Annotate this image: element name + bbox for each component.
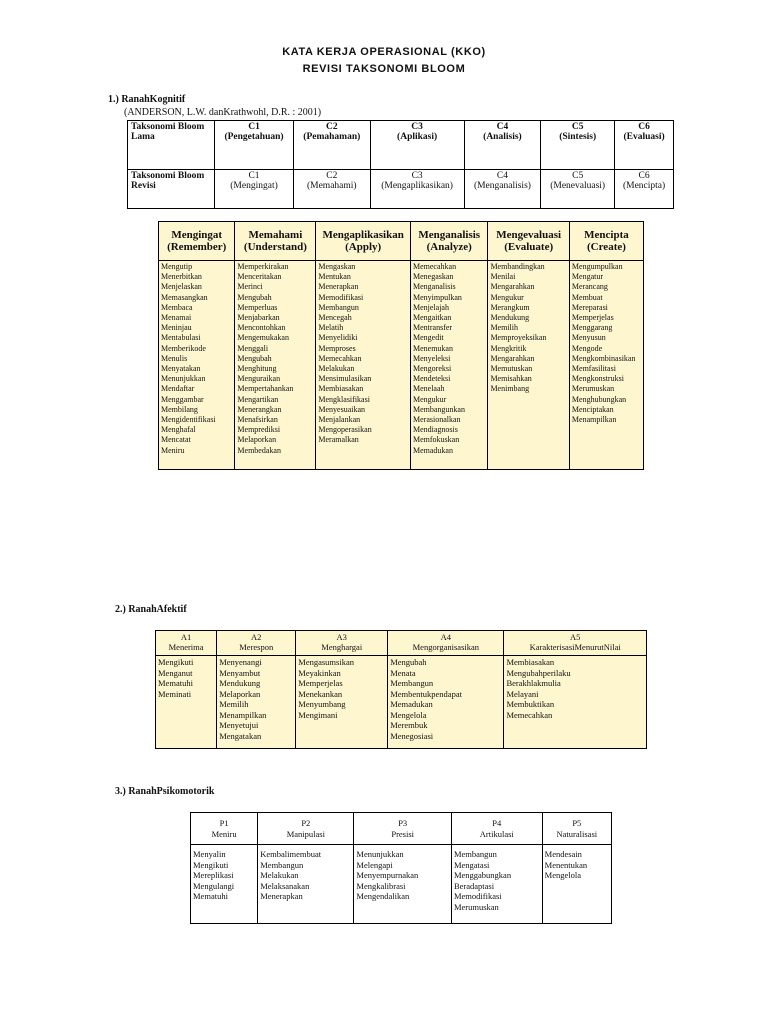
psychomotor-header-3: P3 Presisi: [354, 813, 452, 845]
list-item: Mengukur: [490, 292, 524, 302]
list-item: Menafsirkan: [237, 415, 278, 425]
list-item: Mengubah: [390, 657, 427, 667]
list-item: Menguraikan: [237, 374, 281, 384]
list-item: Membangun: [390, 678, 434, 688]
list-item: Memodifikasi: [453, 891, 502, 901]
list-item: Membaca: [161, 302, 193, 312]
cognitive-header-3: Mengaplikasikan (Apply): [316, 222, 411, 261]
list-item: Membiasakan: [506, 657, 555, 667]
list-item: Mengelola: [390, 709, 427, 720]
affective-column-2: [217, 656, 296, 749]
list-item: Memberikode: [161, 343, 206, 353]
psychomotor-column-4: [451, 845, 542, 924]
old-c2: C2 (Pemahaman): [294, 121, 371, 170]
list-item: Menerapkan: [318, 282, 359, 292]
list-item: Mengulangi: [193, 880, 235, 891]
list-item: Mematuhi: [158, 678, 193, 688]
new-c5: C5 (Menevaluasi): [541, 170, 615, 209]
list-item: Menerapkan: [260, 891, 303, 901]
list-item: Merancang: [571, 282, 608, 292]
list-item: Menegaskan: [412, 272, 454, 282]
cognitive-body-row: [159, 261, 644, 470]
new-c1: C1 (Mengingat): [215, 170, 294, 209]
new-taxonomy-row: [128, 170, 674, 209]
list-item: Kembalimembuat: [260, 849, 322, 859]
list-item: Menciptakan: [571, 404, 614, 414]
psychomotor-body-row: [191, 845, 612, 924]
list-item: Mereplikasi: [193, 870, 234, 880]
affective-header-1: A1 Menerima: [156, 631, 217, 656]
bloom-comparison-table: [127, 120, 674, 209]
list-item: Mempertahankan: [237, 384, 294, 394]
list-item: Memilih: [219, 699, 249, 709]
list-item: Menghubungkan: [571, 394, 627, 404]
list-item: Menampilkan: [571, 415, 617, 425]
list-item: Menyesuaikan: [318, 404, 366, 414]
list-item: Berakhlakmulia: [506, 678, 561, 688]
list-item: Menyumbang: [298, 699, 346, 709]
list-item: Memproses: [318, 343, 356, 353]
list-item: Mengarahkan: [490, 353, 535, 363]
list-item: Menimbang: [490, 384, 530, 394]
cognitive-column-1: [159, 261, 235, 470]
cognitive-header-4: Menganalisis (Analyze): [410, 222, 487, 261]
list-item: Memecahkan: [318, 353, 362, 363]
cognitive-header-5: Mengevaluasi (Evaluate): [488, 222, 569, 261]
list-item: Menilai: [490, 272, 516, 282]
list-item: Mengikuti: [193, 859, 229, 870]
list-item: Mendukung: [219, 678, 261, 688]
list-item: Melakukan: [260, 870, 299, 880]
list-item: Menjelaskan: [161, 282, 202, 292]
list-item: Menyusun: [571, 333, 606, 343]
list-item: Menunjukkan: [161, 374, 206, 384]
list-item: Menjabarkan: [237, 313, 280, 323]
psychomotor-header-1: P1 Meniru: [191, 813, 258, 845]
section1-heading: 1.) RanahKognitif: [108, 94, 186, 105]
list-item: Mengubah: [237, 292, 272, 302]
cognitive-header-6: Mencipta (Create): [569, 222, 643, 261]
section1-source: (ANDERSON, L.W. danKrathwohl, D.R. : 2001): [124, 107, 322, 118]
list-item: Merasionalkan: [412, 415, 461, 425]
list-item: Mentukan: [318, 272, 351, 282]
list-item: Merinci: [237, 282, 263, 292]
list-item: Memasangkan: [161, 292, 208, 302]
list-item: Memodifikasi: [318, 292, 364, 302]
list-item: Mengikuti: [158, 657, 194, 667]
list-item: Mendesain: [544, 849, 582, 859]
section2-heading: 2.) RanahAfektif: [115, 604, 187, 615]
old-c4: C4 (Analisis): [464, 121, 541, 170]
list-item: Mengarahkan: [490, 282, 535, 292]
list-item: Memperluas: [237, 302, 278, 312]
list-item: Menyeleksi: [412, 353, 451, 363]
section3-heading: 3.) RanahPsikomotorik: [115, 786, 215, 797]
list-item: Memproyeksikan: [490, 333, 547, 343]
old-taxonomy-row: [128, 121, 674, 170]
list-item: Meniru: [161, 445, 185, 455]
list-item: Menegosiasi: [390, 730, 434, 741]
psychomotor-column-1: [191, 845, 258, 924]
list-item: Menamai: [161, 313, 192, 323]
list-item: Mengaitkan: [412, 313, 452, 323]
list-item: Menata: [390, 667, 416, 678]
affective-kko-table: [155, 630, 647, 749]
old-c1: C1 (Pengetahuan): [215, 121, 294, 170]
affective-column-5: [504, 656, 647, 749]
list-item: Melaksanakan: [260, 880, 310, 891]
list-item: Menyenangi: [219, 657, 262, 667]
list-item: Membentukpendapat: [390, 688, 462, 699]
list-item: Menghafal: [161, 425, 196, 435]
list-item: Mengubahperilaku: [506, 667, 571, 678]
list-item: Mengendalikan: [356, 891, 410, 901]
list-item: Menyimpulkan: [412, 292, 462, 302]
list-item: Membilang: [161, 404, 198, 414]
list-item: Memisahkan: [490, 374, 532, 384]
list-item: Memadukan: [412, 445, 453, 455]
list-item: Menyatakan: [161, 364, 201, 374]
new-taxonomy-label: Taksonomi Bloom Revisi: [128, 170, 215, 209]
list-item: Menggabungkan: [453, 870, 512, 880]
list-item: Menganalisis: [412, 282, 456, 292]
new-c4: C4 (Menganalisis): [464, 170, 541, 209]
list-item: Mengatasi: [453, 859, 490, 870]
list-item: Meninjau: [161, 323, 192, 333]
cognitive-header-2: Memahami (Understand): [235, 222, 316, 261]
list-item: Mengutip: [161, 262, 193, 271]
list-item: Menekankan: [298, 688, 343, 699]
psychomotor-header-2: P2 Manipulasi: [258, 813, 354, 845]
list-item: Menggali: [237, 343, 269, 353]
list-item: Menampilkan: [219, 709, 267, 720]
list-item: Meramalkan: [318, 435, 359, 445]
list-item: Mendukung: [490, 313, 530, 323]
list-item: Mengimani: [298, 709, 338, 720]
new-c2: C2 (Memahami): [294, 170, 371, 209]
list-item: Menyempurnakan: [356, 870, 419, 880]
old-c5: C5 (Sintesis): [541, 121, 615, 170]
list-item: Mengode: [571, 343, 603, 353]
old-taxonomy-label: Taksonomi Bloom Lama: [128, 121, 215, 170]
psychomotor-header-row: [191, 813, 612, 845]
psychomotor-header-4: P4 Artikulasi: [451, 813, 542, 845]
list-item: Mengartikan: [237, 394, 279, 404]
list-item: Melakukan: [318, 364, 355, 374]
list-item: Menceritakan: [237, 272, 282, 282]
list-item: Mengaskan: [318, 262, 356, 271]
list-item: Menyetujui: [219, 720, 259, 730]
list-item: Menghitung: [237, 364, 277, 374]
list-item: Meyakinkan: [298, 667, 341, 678]
list-item: Membiasakan: [318, 384, 364, 394]
list-item: Melaporkan: [219, 688, 261, 699]
list-item: Menyalin: [193, 849, 226, 859]
affective-column-1: [156, 656, 217, 749]
list-item: Membangun: [318, 302, 359, 312]
list-item: Memutuskan: [490, 364, 533, 374]
list-item: Membuktikan: [506, 699, 555, 709]
cognitive-kko-table: [158, 221, 644, 470]
cognitive-column-2: [235, 261, 316, 470]
list-item: Menentukan: [544, 859, 588, 870]
psychomotor-column-2: [258, 845, 354, 924]
cognitive-column-4: [410, 261, 487, 470]
list-item: Melengapi: [356, 859, 393, 870]
list-item: Menganut: [158, 667, 193, 678]
list-item: Mentransfer: [412, 323, 453, 333]
list-item: Melatih: [318, 323, 344, 333]
list-item: Memadukan: [390, 699, 433, 709]
list-item: Mengklasifikasi: [318, 394, 370, 404]
list-item: Menyelidiki: [318, 333, 358, 343]
list-item: Mengoperasikan: [318, 425, 372, 435]
list-item: Mensimulasikan: [318, 374, 372, 384]
list-item: Mentabulasi: [161, 333, 201, 343]
list-item: Mengasumsikan: [298, 657, 354, 667]
affective-column-4: [388, 656, 504, 749]
list-item: Menerbitkan: [161, 272, 202, 282]
list-item: Membedakan: [237, 445, 281, 455]
list-item: Mengkonstruksi: [571, 374, 624, 384]
list-item: Melaporkan: [237, 435, 277, 445]
list-item: Membuat: [571, 292, 603, 302]
affective-header-4: A4 Mengorganisasikan: [388, 631, 504, 656]
list-item: Menyambut: [219, 667, 261, 678]
old-c3: C3 (Aplikasi): [370, 121, 464, 170]
affective-header-2: A2 Merespon: [217, 631, 296, 656]
list-item: Menjelajah: [412, 302, 449, 312]
list-item: Mengemukakan: [237, 333, 289, 343]
list-item: Menelaah: [412, 384, 445, 394]
psychomotor-kko-table: [190, 812, 612, 924]
psychomotor-column-3: [354, 845, 452, 924]
list-item: Mengatur: [571, 272, 604, 282]
list-item: Menerangkan: [237, 404, 282, 414]
old-c6: C6 (Evaluasi): [615, 121, 674, 170]
list-item: Memprediksi: [237, 425, 281, 435]
list-item: Merangkum: [490, 302, 530, 312]
list-item: Menemukan: [412, 343, 453, 353]
list-item: Mencontohkan: [237, 323, 286, 333]
list-item: Mencatat: [161, 435, 191, 445]
list-item: Membandingkan: [490, 262, 545, 271]
document-subtitle: REVISI TAKSONOMI BLOOM: [302, 63, 466, 75]
cognitive-column-6: [569, 261, 643, 470]
cognitive-header-row: [159, 222, 644, 261]
list-item: Memfokuskan: [412, 435, 460, 445]
list-item: Mengumpulkan: [571, 262, 623, 271]
list-item: Mengedit: [412, 333, 444, 343]
list-item: Membangun: [453, 849, 497, 859]
list-item: Mengubah: [237, 353, 272, 363]
list-item: Mengkalibrasi: [356, 880, 406, 891]
list-item: Melayani: [506, 688, 539, 699]
list-item: Mengidentifikasi: [161, 415, 216, 425]
new-c3: C3 (Mengaplikasikan): [370, 170, 464, 209]
cognitive-column-5: [488, 261, 569, 470]
list-item: Mengukur: [412, 394, 447, 404]
list-item: Memperjelas: [298, 678, 343, 688]
list-item: Membangun: [260, 859, 304, 870]
psychomotor-column-5: [542, 845, 611, 924]
list-item: Memfasilitasi: [571, 364, 616, 374]
list-item: Mengkombinasikan: [571, 353, 636, 363]
list-item: Merumuskan: [453, 901, 499, 912]
affective-header-row: [156, 631, 647, 656]
list-item: Menggambar: [161, 394, 204, 404]
list-item: Menjalankan: [318, 415, 361, 425]
list-item: Mereparasi: [571, 302, 608, 312]
list-item: Mengatakan: [219, 730, 262, 741]
list-item: Membangunkan: [412, 404, 465, 414]
affective-header-5: A5 KarakterisasiMenurutNilai: [504, 631, 647, 656]
list-item: Memperjelas: [571, 313, 614, 323]
list-item: Mengelola: [544, 870, 581, 880]
cognitive-column-3: [316, 261, 411, 470]
list-item: Merumuskan: [571, 384, 615, 394]
list-item: Meminati: [158, 688, 192, 699]
list-item: Beradaptasi: [453, 880, 495, 891]
list-item: Mendiagnosis: [412, 425, 458, 435]
affective-column-3: [296, 656, 388, 749]
list-item: Memperkirakan: [237, 262, 289, 271]
list-item: Menunjukkan: [356, 849, 404, 859]
list-item: Mencegah: [318, 313, 352, 323]
affective-header-3: A3 Menghargai: [296, 631, 388, 656]
list-item: Memecahkan: [412, 262, 457, 271]
document-title: KATA KERJA OPERASIONAL (KKO): [282, 46, 486, 58]
list-item: Memilih: [490, 323, 518, 333]
list-item: Menulis: [161, 353, 188, 363]
cognitive-header-1: Mengingat (Remember): [159, 222, 235, 261]
affective-body-row: [156, 656, 647, 749]
list-item: Merembuk: [390, 720, 428, 730]
list-item: Mematuhi: [193, 891, 228, 901]
new-c6: C6 (Mencipta): [615, 170, 674, 209]
list-item: Mendaftar: [161, 384, 195, 394]
list-item: Menggarang: [571, 323, 613, 333]
list-item: Memecahkan: [506, 709, 553, 720]
list-item: Mendeteksi: [412, 374, 451, 384]
list-item: Mengkritik: [490, 343, 527, 353]
psychomotor-header-5: P5 Naturalisasi: [542, 813, 611, 845]
list-item: Mengoreksi: [412, 364, 452, 374]
